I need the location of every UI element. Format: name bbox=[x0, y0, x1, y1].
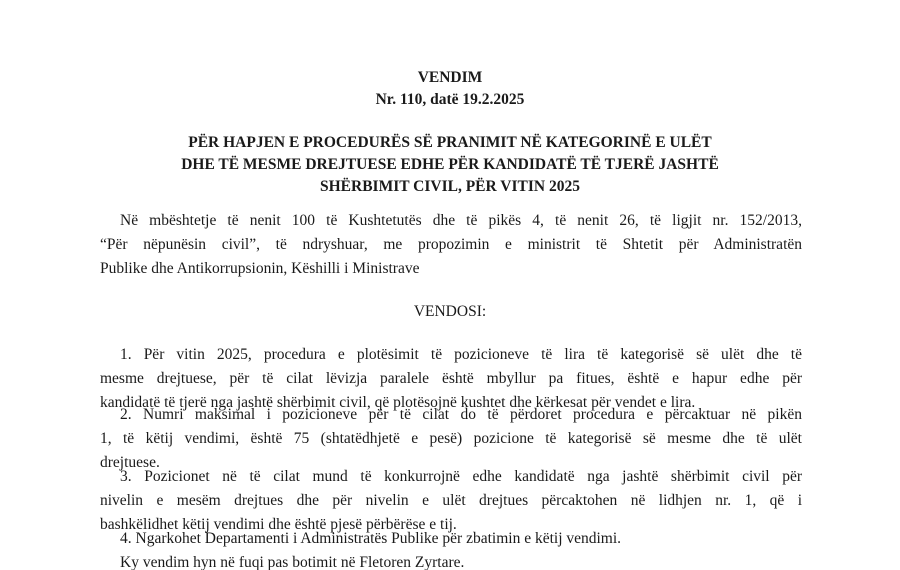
preamble-line: Publike dhe Antikorrupsionin, Këshilli i Ministrave bbox=[100, 260, 420, 277]
preamble-line: “Për nëpunësin civil”, të ndryshuar, me propozimin e ministrit të Shtetit për Administratën bbox=[100, 236, 802, 253]
point-line: 3. Pozicionet në të cilat mund të konkurrojnë edhe kandidatë nga jashtë shërbimit civil për bbox=[120, 468, 802, 485]
point-line: 4. Ngarkohet Departamenti i Administratës Publike për zbatimin e këtij vendimi. bbox=[120, 530, 622, 547]
point-line: mesme drejtuese, për të cilat lëvizja paralele është mbyllur pa fitues, është e hapur edhe për bbox=[100, 370, 802, 387]
point-line: 1, të këtij vendimi, është 75 (shtatëdhjetë e pesë) pozicione të kategorisë së mesme dhe të ulët bbox=[100, 430, 802, 447]
preamble-line: Në mbështetje të nenit 100 të Kushtetutës dhe të pikës 4, të nenit 26, të ligjit nr. 152/2013, bbox=[120, 212, 802, 229]
point-line: 2. Numri maksimal i pozicioneve për të cilat do të përdoret procedura e përcaktuar në pikën bbox=[120, 406, 802, 423]
point-line: kandidatë të tjerë nga jashtë shërbimit civil, që plotësojnë kushtet dhe kërkesat për vendet e lira. bbox=[100, 394, 696, 411]
document-number-date: Nr. 110, datë 19.2.2025 bbox=[375, 91, 525, 108]
point-line: nivelin e mesëm drejtues dhe për nivelin e ulët drejtues përcaktohen në lidhjen nr. 1, që i bbox=[100, 492, 802, 509]
preamble-paragraph bbox=[100, 209, 802, 281]
point-4-paragraph bbox=[100, 527, 802, 570]
point-line: 1. Për vitin 2025, procedura e plotësimit të pozicioneve të lira të kategorisë së ulët dhe të bbox=[120, 346, 802, 363]
decision-word: VENDOSI: bbox=[413, 303, 487, 320]
document-title-line-1: PËR HAPJEN E PROCEDURËS SË PRANIMIT NË KATEGORINË E ULËT bbox=[188, 134, 712, 151]
document-type-heading: VENDIM bbox=[417, 69, 483, 86]
document-title-line-3: SHËRBIMIT CIVIL, PËR VITIN 2025 bbox=[320, 178, 580, 195]
point-line: drejtuese. bbox=[100, 454, 160, 471]
closing-line: Ky vendim hyn në fuqi pas botimit në Fletoren Zyrtare. bbox=[120, 554, 465, 570]
document-title-line-2: DHE TË MESME DREJTUESE EDHE PËR KANDIDATË TË TJERË JASHTË bbox=[181, 156, 719, 173]
point-line: bashkëlidhet këtij vendimi dhe është pjesë përbërëse e tij. bbox=[100, 516, 457, 533]
